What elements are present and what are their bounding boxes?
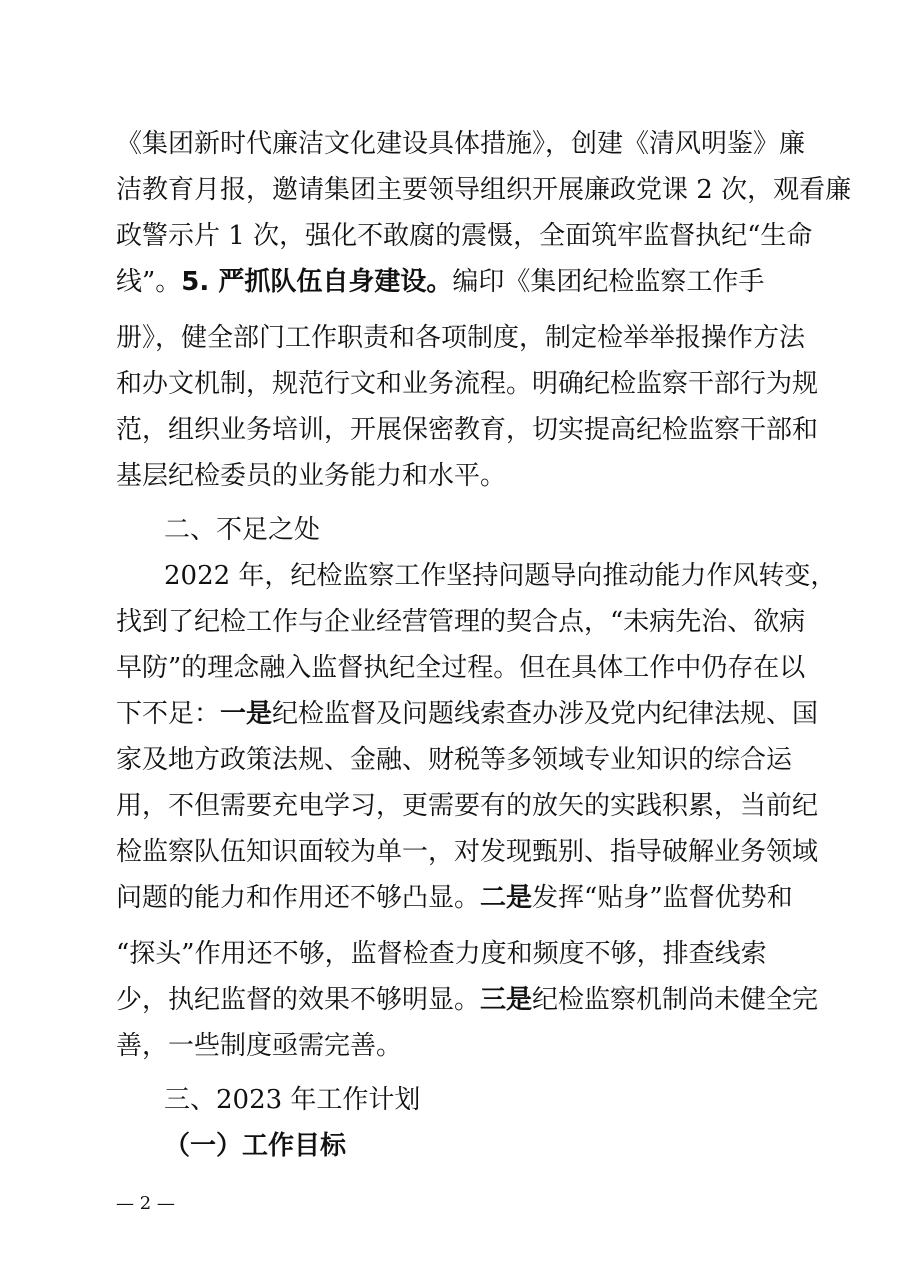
text: 册》，健全部门工作职责和各项制度，制定检举举报操作方法 — [116, 323, 806, 353]
text: 问题的能力和作用还不够凸显。 — [116, 883, 481, 913]
text-line — [116, 318, 805, 358]
text-line — [116, 694, 818, 734]
bold-text: 5. 严抓队伍自身建设。 — [181, 267, 453, 297]
text: 编印《集团纪检监察工作手 — [452, 267, 765, 297]
text-line — [116, 410, 818, 450]
text-line — [116, 832, 818, 872]
text-line — [116, 878, 793, 918]
section-heading — [164, 510, 320, 550]
bold-text: 一是 — [220, 699, 273, 729]
text: 发挥“贴身”监督优势和 — [532, 883, 793, 913]
text: 家及地方政策法规、金融、财税等多领域专业知识的综合运 — [116, 745, 793, 775]
text: 用，不但需要充电学习，更需要有的放矢的实践积累，当前纪 — [116, 791, 819, 821]
text: 线”。 — [116, 267, 182, 297]
text-line — [116, 934, 767, 974]
text: 基层纪检委员的业务能力和水平。 — [116, 461, 507, 491]
text-line — [116, 262, 764, 302]
bold-text: 三是 — [480, 985, 533, 1015]
text: 范，组织业务培训，开展保密教育，切实提高纪检监察干部和 — [116, 415, 819, 445]
bold-text: 二是 — [480, 883, 533, 913]
text-line — [116, 124, 805, 164]
heading-text: 三、2023 年工作计划 — [164, 1085, 421, 1115]
section-heading — [164, 1080, 420, 1120]
text: 找到了纪检工作与企业经营管理的契合点，“未病先治、欲病 — [116, 607, 806, 637]
text: 检监察队伍知识面较为单一，对发现甄别、指导破解业务领域 — [116, 837, 819, 867]
text: 少，执纪监督的效果不够明显。 — [116, 985, 481, 1015]
text: 《集团新时代廉洁文化建设具体措施》，创建《清风明鉴》廉 — [116, 129, 806, 159]
text-line — [116, 602, 805, 642]
heading-text: 二、不足之处 — [164, 515, 321, 545]
text: 政警示片 1 次，强化不敢腐的震慑，全面筑牢监督执纪“生命 — [116, 221, 813, 251]
subsection-heading — [164, 1126, 346, 1166]
text-line — [116, 1026, 402, 1066]
text: 和办文机制，规范行文和业务流程。明确纪检监察干部行为规 — [116, 369, 819, 399]
text-line — [116, 786, 818, 826]
text: 善，一些制度亟需完善。 — [116, 1031, 403, 1061]
text: 纪检监督及问题线索查办涉及党内纪律法规、国 — [272, 699, 819, 729]
text: 纪检监察机制尚未健全完 — [532, 985, 819, 1015]
text: 洁教育月报，邀请集团主要领导组织开展廉政党课 2 次，观看廉 — [116, 175, 852, 205]
text-line — [116, 456, 506, 496]
text: 早防”的理念融入监督执纪全过程。但在具体工作中仍存在以 — [116, 653, 806, 683]
text: “探头”作用还不够，监督检查力度和频度不够，排查线索 — [116, 939, 767, 969]
text-line — [116, 648, 805, 688]
text: 2022 年，纪检监察工作坚持问题导向推动能力作风转变， — [164, 561, 837, 591]
text: 下不足： — [116, 699, 221, 729]
text-line — [116, 170, 851, 210]
text-line — [164, 556, 836, 596]
text-line — [116, 364, 818, 404]
text-line — [116, 980, 818, 1020]
page-number: — 2 — — [116, 1193, 175, 1214]
text-line — [116, 740, 792, 780]
heading-text: （一）工作目标 — [164, 1131, 347, 1161]
text-line — [116, 216, 812, 256]
